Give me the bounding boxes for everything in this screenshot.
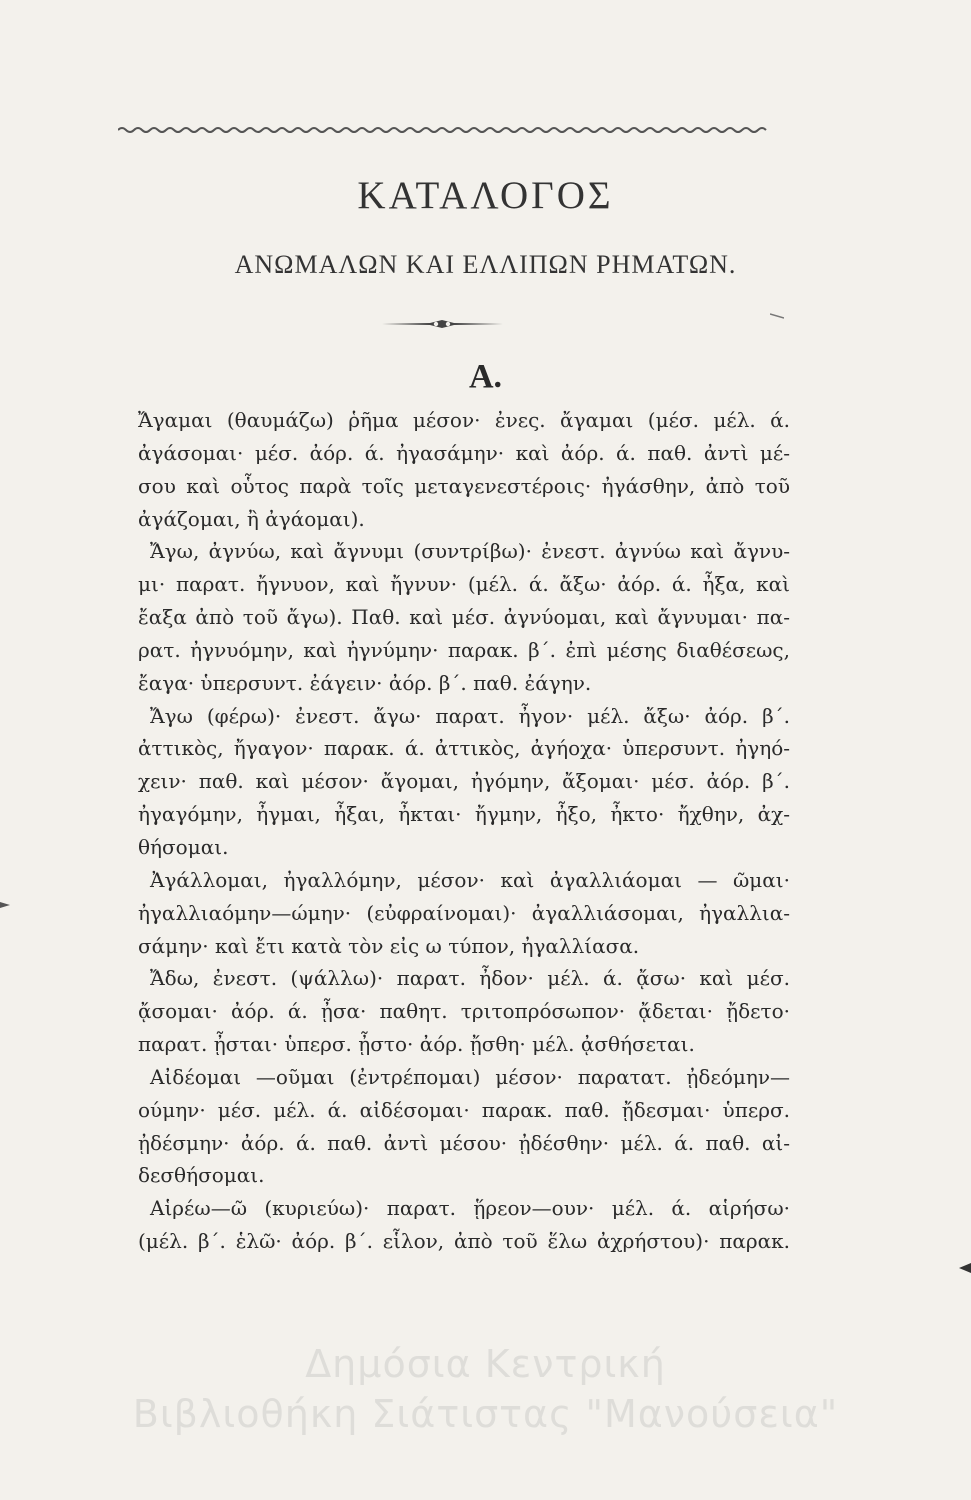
- top-decorative-rule: [118, 124, 770, 136]
- text-line: μι· παρατ. ἤγνυον, καὶ ἤγνυν· (μέλ. ά. ἄξω· ἀόρ. ά. ἦξα, καὶ: [138, 572, 790, 597]
- ornament-divider: [380, 318, 505, 330]
- text-line: ἔαγα· ὑπερσυντ. ἐάγειν· ἀόρ. β΄. παθ. ἐάγην.: [138, 670, 592, 695]
- section-letter: Α.: [468, 358, 503, 395]
- text-line: χειν· παθ. καὶ μέσον· ἄγομαι, ἠγόμην, ἄξομαι· μέσ. ἀόρ. β΄.: [138, 769, 790, 794]
- text-line: Αἱρέω—ῶ (κυριεύω)· παρατ. ᾕρεον—ουν· μέλ. ά. αἱρήσω·: [150, 1196, 790, 1221]
- page-subtitle: ΑΝΩΜΑΛΩΝ ΚΑΙ ΕΛΛΙΠΩΝ ΡΗΜΑΤΩΝ.: [234, 250, 737, 279]
- text-line: Αἰδέομαι —οῦμαι (ἐντρέπομαι) μέσον· παρατατ. ᾐδεόμην—: [150, 1064, 790, 1089]
- text-line: ᾐδέσμην· ἀόρ. ά. παθ. ἀντὶ μέσου· ᾐδέσθην· μέλ. ά. παθ. αἰ-: [138, 1130, 790, 1155]
- watermark-line-1: Δημόσια Κεντρική: [305, 1342, 666, 1386]
- text-line: ἀττικὸς, ἤγαγον· παρακ. ά. ἀττικὸς, ἀγήοχα· ὑπερσυντ. ἠγηό-: [138, 736, 790, 761]
- body-text: [138, 404, 790, 1258]
- text-line: δεσθήσομαι.: [138, 1163, 265, 1188]
- text-line: ἠγαγόμην, ἦγμαι, ἦξαι, ἦκται· ἤγμην, ἦξο, ἦκτο· ἤχθην, ἀχ-: [138, 802, 790, 827]
- text-line: ἔαξα ἀπὸ τοῦ ἄγω). Παθ. καὶ μέσ. ἀγνύομαι, καὶ ἄγνυμαι· πα-: [138, 605, 790, 630]
- text-line: ἀγάζομαι, ἢ ἀγάομαι).: [138, 506, 365, 531]
- text-line: σου καὶ οὗτος παρὰ τοῖς μεταγενεστέροις· ἠγάσθην, ἀπὸ τοῦ: [138, 473, 790, 498]
- text-line: ούμην· μέσ. μέλ. ά. αἰδέσομαι· παρακ. παθ. ᾔδεσμαι· ὑπερσ.: [138, 1097, 790, 1122]
- margin-tick: [770, 312, 784, 320]
- text-line: ἠγαλλιαόμην—ώμην· (εὐφραίνομαι)· ἀγαλλιάσομαι, ἠγαλλια-: [138, 900, 790, 925]
- text-line: ρατ. ἠγνυόμην, καὶ ἠγνύμην· παρακ. β΄. ἐπὶ μέσης διαθέσεως,: [138, 637, 790, 662]
- page-title: ΚΑΤΑΛΟΓΟΣ: [357, 174, 614, 217]
- right-margin-mark: [958, 1262, 971, 1274]
- watermark-line-2: Βιβλιοθήκη Σιάτιστας "Μανούσεια": [132, 1392, 839, 1436]
- text-line: θήσομαι.: [138, 834, 229, 859]
- text-line: Ἄδω, ἐνεστ. (ψάλλω)· παρατ. ἦδον· μέλ. ά. ᾄσω· καὶ μέσ.: [150, 966, 790, 991]
- left-margin-mark: [0, 900, 12, 910]
- text-line: σάμην· καὶ ἔτι κατὰ τὸν εἰς ω τύπον, ἠγαλλίασα.: [138, 933, 640, 958]
- text-line: ἀγάσομαι· μέσ. ἀόρ. ά. ἠγασάμην· καὶ ἀόρ. ά. παθ. ἀντὶ μέ-: [138, 440, 790, 465]
- text-line: Ἄγω, ἀγνύω, καὶ ἄγνυμι (συντρίβω)· ἐνεστ. ἀγνύω καὶ ἄγνυ-: [150, 539, 790, 564]
- text-line: παρατ. ᾖσται· ὑπερσ. ᾖστο· ἀόρ. ᾔσθη· μέλ. ᾀσθήσεται.: [138, 1032, 695, 1057]
- text-line: Ἀγάλλομαι, ἠγαλλόμην, μέσον· καὶ ἀγαλλιάομαι — ῶμαι·: [150, 867, 790, 892]
- text-line: Ἄγαμαι (θαυμάζω) ῥῆμα μέσον· ἐνες. ἄγαμαι (μέσ. μέλ. ά.: [138, 408, 790, 432]
- text-line: ᾄσομαι· ἀόρ. ά. ᾖσα· παθητ. τριτοπρόσωπον· ᾄδεται· ᾔδετο·: [138, 999, 790, 1024]
- text-line: (μέλ. β΄. ἑλῶ· ἀόρ. β΄. εἷλον, ἀπὸ τοῦ ἕλω ἀχρήστου)· παρακ.: [138, 1229, 790, 1254]
- text-line: Ἄγω (φέρω)· ἐνεστ. ἄγω· παρατ. ἦγον· μέλ. ἄξω· ἀόρ. β΄.: [150, 703, 790, 728]
